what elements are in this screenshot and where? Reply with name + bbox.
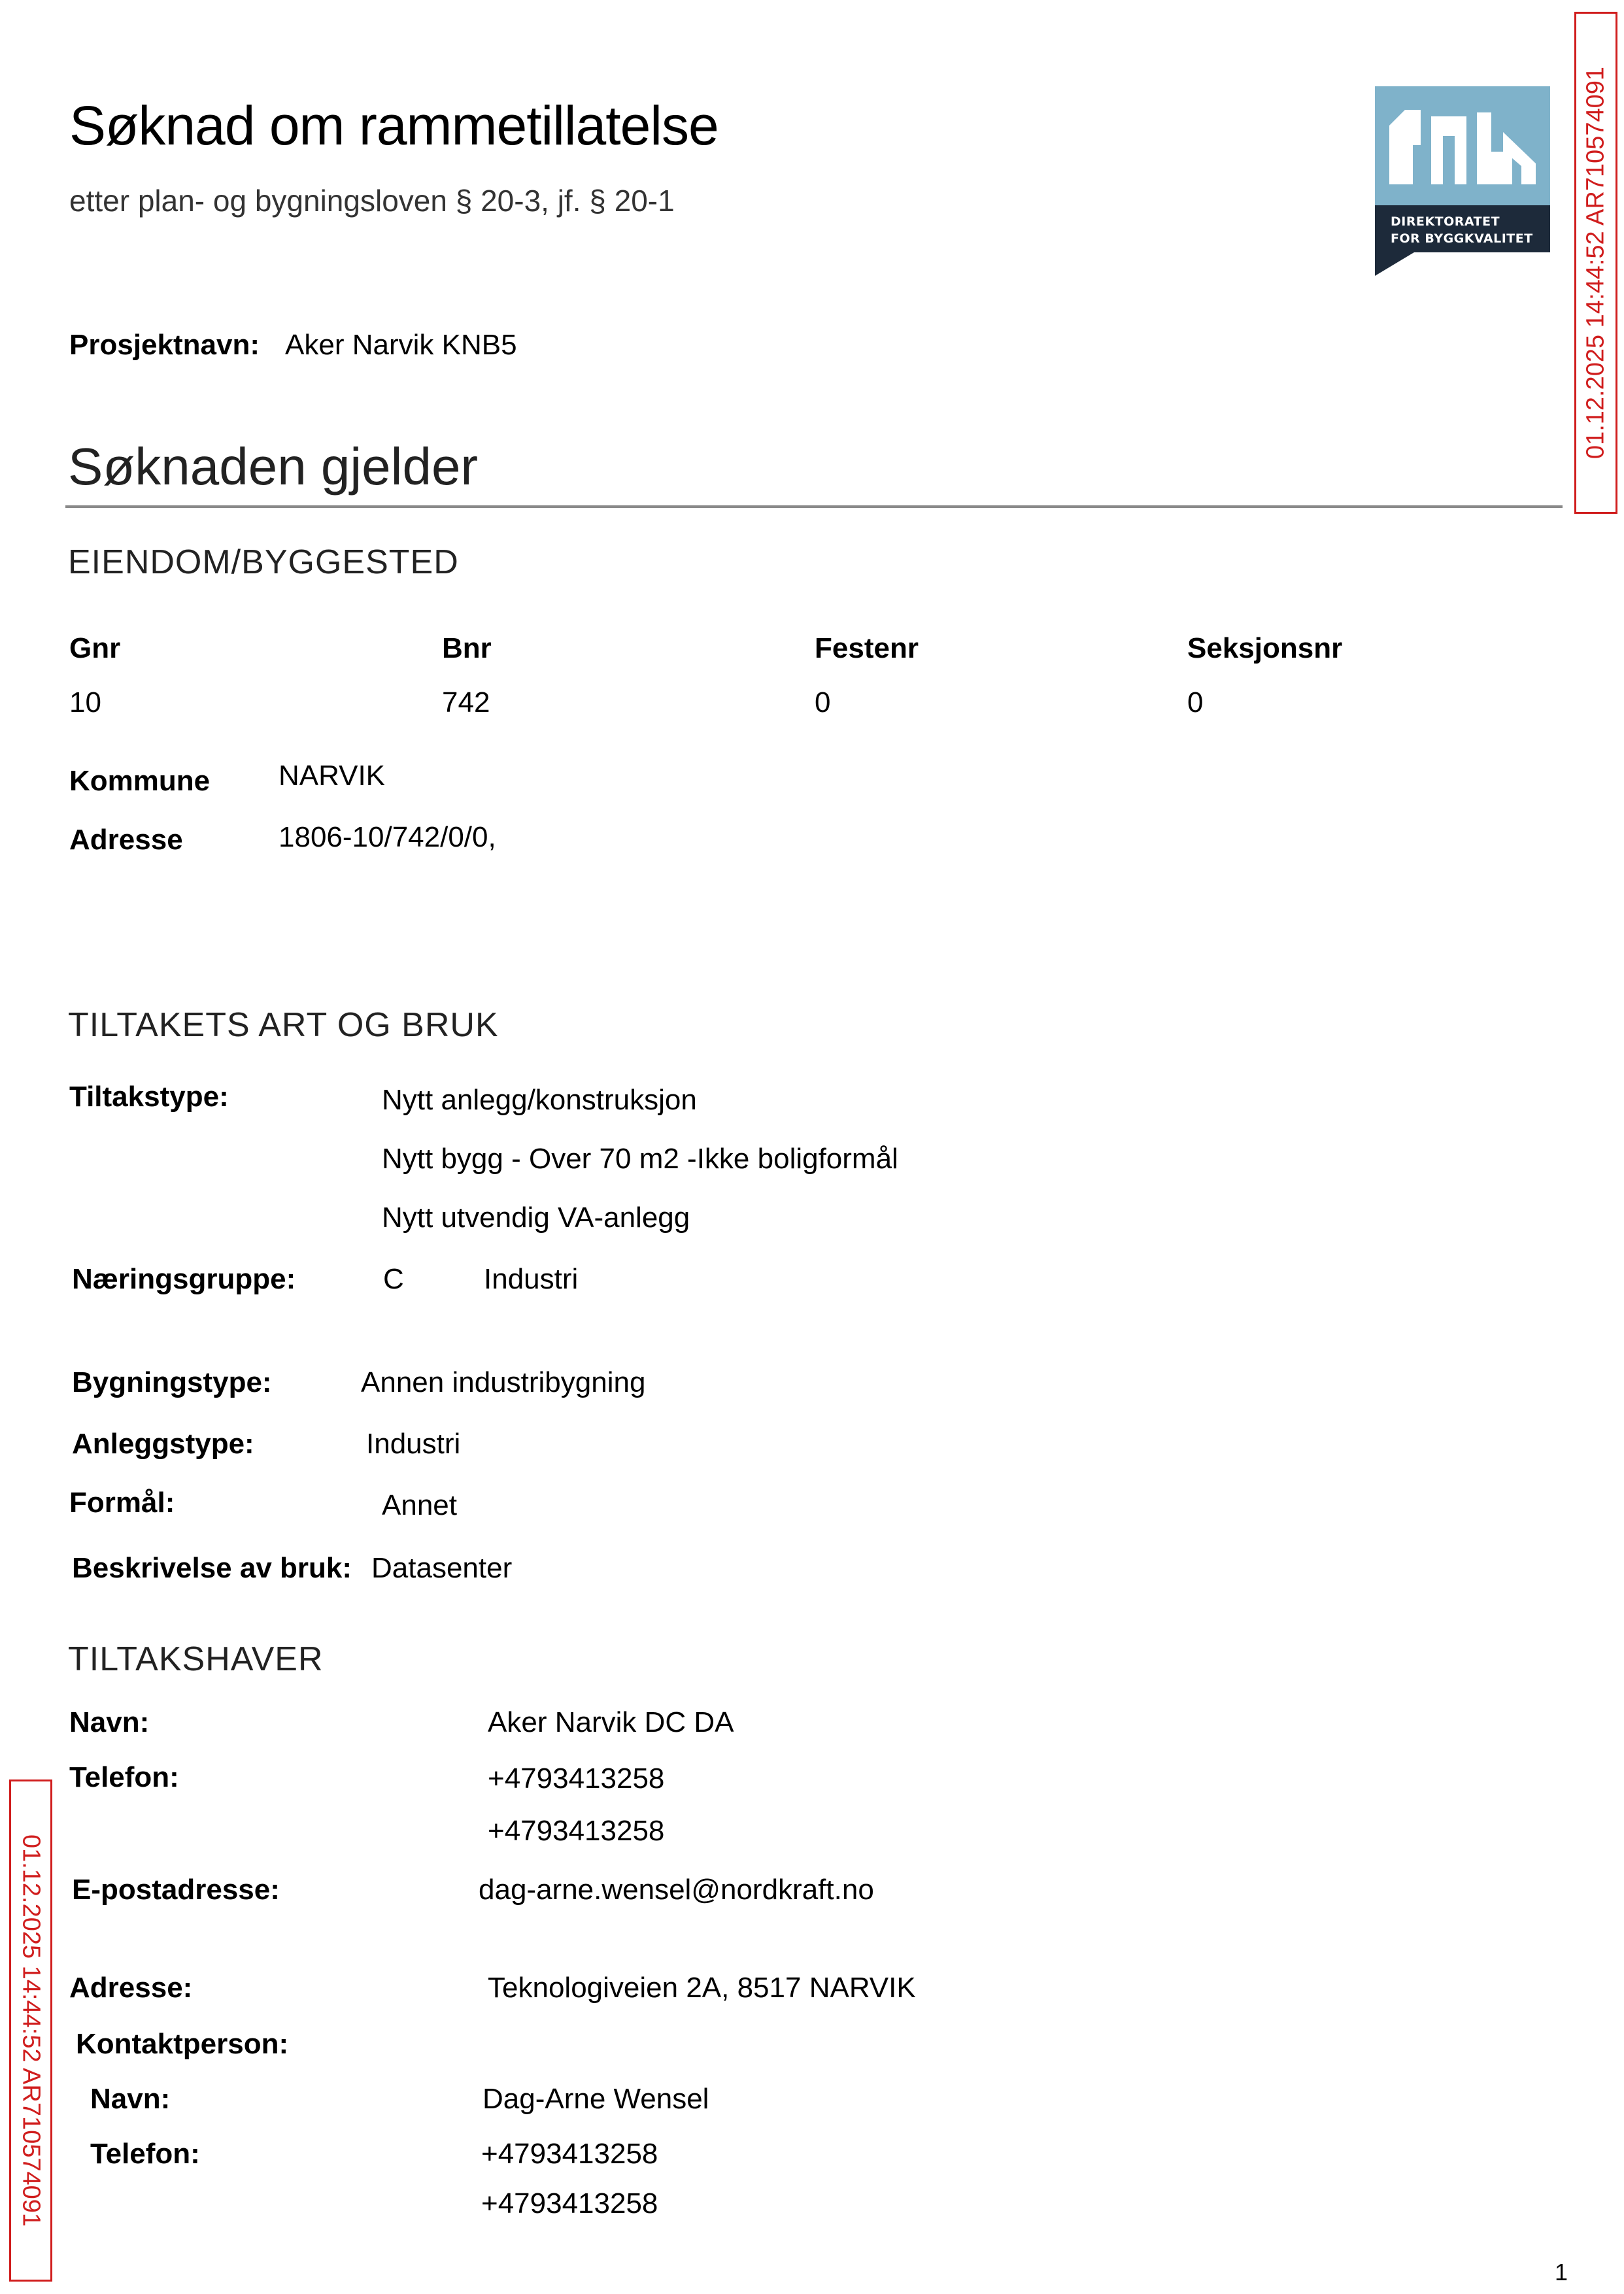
logo-flag [1375,252,1414,276]
naeringsgruppe-code: C [383,1263,404,1295]
festenr-label: Festenr [815,632,919,664]
seksjonsnr-value: 0 [1187,686,1204,718]
document-title: Søknad om rammetillatelse [69,95,719,156]
measure-heading: TILTAKETS ART OG BRUK [68,1006,499,1044]
contact-name-label: Navn: [90,2083,171,2115]
dibk-logo [1375,86,1550,276]
owner-address-value: Teknologiveien 2A, 8517 NARVIK [488,1972,916,2004]
bygningstype-label: Bygningstype: [72,1366,272,1398]
owner-name-label: Navn: [69,1706,150,1738]
bnr-value: 742 [442,686,490,718]
contact-phone-value-2: +4793413258 [481,2187,658,2219]
adresse-label: Adresse [69,824,183,856]
archive-stamp-top [1574,12,1617,514]
logo-text-band [1375,205,1550,252]
owner-heading: TILTAKSHAVER [68,1640,324,1678]
building-icon [1375,86,1550,205]
archive-stamp-bottom [9,1780,52,2282]
contact-phone-label: Telefon: [90,2138,200,2170]
document-subtitle: etter plan- og bygningsloven § 20-3, jf. § 20-1 [69,184,675,218]
beskrivelse-label: Beskrivelse av bruk: [72,1552,352,1584]
adresse-value: 1806-10/742/0/0, [279,821,496,853]
contact-phone-value-1: +4793413258 [481,2138,658,2170]
festenr-value: 0 [815,686,831,718]
section-heading: Søknaden gjelder [68,437,479,496]
owner-phone-value-1: +4793413258 [488,1763,665,1795]
tiltakstype-value-2: Nytt bygg - Over 70 m2 -Ikke boligformål [382,1143,898,1175]
tiltakstype-value-3: Nytt utvendig VA-anlegg [382,1202,690,1234]
gnr-value: 10 [69,686,101,718]
seksjonsnr-label: Seksjonsnr [1187,632,1343,664]
contact-person-label: Kontaktperson: [76,2028,289,2060]
owner-phone-value-2: +4793413258 [488,1815,665,1847]
owner-name-value: Aker Narvik DC DA [488,1706,734,1738]
stamp-text: 01.12.2025 14:44:52 AR710574091 [1582,66,1610,460]
naeringsgruppe-label: Næringsgruppe: [72,1263,296,1295]
formal-label: Formål: [69,1487,175,1519]
naeringsgruppe-value: Industri [484,1263,579,1295]
owner-address-label: Adresse: [69,1972,193,2004]
project-name-value: Aker Narvik KNB5 [285,329,517,361]
owner-email-label: E-postadresse: [72,1874,280,1906]
project-name-label: Prosjektnavn: [69,329,260,361]
formal-value: Annet [382,1489,457,1521]
beskrivelse-value: Datasenter [371,1552,513,1584]
stamp-text: 01.12.2025 14:44:52 AR710574091 [17,1834,45,2227]
logo-text-line2: FOR BYGGKVALITET [1391,231,1533,246]
kommune-label: Kommune [69,765,211,797]
anleggstype-label: Anleggstype: [72,1428,254,1460]
tiltakstype-label: Tiltakstype: [69,1081,229,1113]
bygningstype-value: Annen industribygning [361,1366,646,1398]
anleggstype-value: Industri [366,1428,461,1460]
tiltakstype-value-1: Nytt anlegg/konstruksjon [382,1084,697,1116]
property-heading: EIENDOM/BYGGESTED [68,543,459,581]
bnr-label: Bnr [442,632,492,664]
contact-name-value: Dag-Arne Wensel [482,2083,709,2115]
kommune-value: NARVIK [279,760,386,792]
logo-building-graphic [1375,86,1550,205]
page-number: 1 [1554,2259,1568,2286]
gnr-label: Gnr [69,632,121,664]
logo-text-line1: DIREKTORATET [1391,214,1500,229]
section-divider [65,505,1563,508]
owner-email-value: dag-arne.wensel@nordkraft.no [479,1874,874,1906]
owner-phone-label: Telefon: [69,1761,179,1793]
